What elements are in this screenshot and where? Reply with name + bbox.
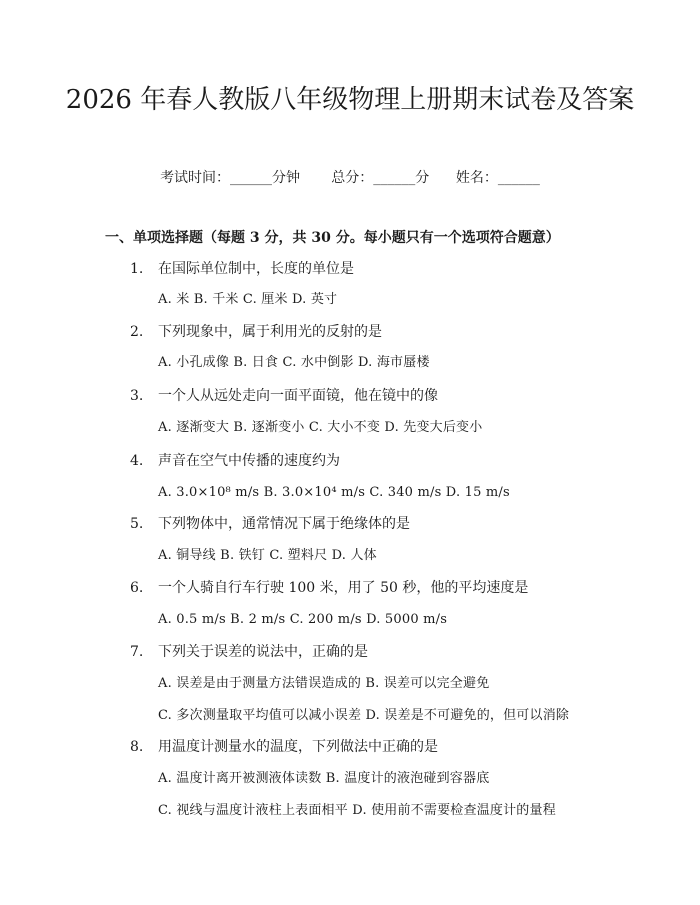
question-text: 下列物体中，通常情况下属于绝缘体的是 (158, 516, 410, 532)
question-text: 下列关于误差的说法中，正确的是 (158, 644, 368, 660)
question-number: 8. (130, 739, 144, 755)
question-number: 4. (130, 453, 144, 469)
question-number: 1. (130, 261, 144, 277)
question-7 (130, 642, 368, 662)
total-score-field: 总分：______分 (331, 170, 430, 186)
question-4 (130, 451, 340, 471)
question-number: 2. (130, 324, 144, 340)
question-text: 在国际单位制中，长度的单位是 (158, 261, 354, 277)
question-8 (130, 737, 438, 757)
question-5-options: A. 铜导线 B. 铁钉 C. 塑料尺 D. 人体 (158, 548, 377, 563)
question-text: 声音在空气中传播的速度约为 (158, 453, 340, 469)
exam-meta-line (0, 168, 700, 188)
question-1-options: A. 米 B. 千米 C. 厘米 D. 英寸 (158, 292, 338, 307)
question-number: 3. (130, 388, 144, 404)
question-text: 一个人从远处走向一面平面镜，他在镜中的像 (158, 388, 438, 404)
question-3-options: A. 逐渐变大 B. 逐渐变小 C. 大小不变 D. 先变大后变小 (158, 420, 483, 435)
question-text: 下列现象中，属于利用光的反射的是 (158, 324, 382, 340)
question-2-options: A. 小孔成像 B. 日食 C. 水中倒影 D. 海市蜃楼 (158, 355, 430, 370)
question-number: 6. (130, 580, 144, 596)
question-4-options: A. 3.0×10⁸ m/s B. 3.0×10⁴ m/s C. 340 m/s D. 15 m/s (158, 485, 510, 500)
question-text: 一个人骑自行车行驶 100 米，用了 50 秒，他的平均速度是 (158, 580, 529, 596)
question-1 (130, 259, 354, 279)
question-number: 7. (130, 644, 144, 660)
question-7-options-line-1: A. 误差是由于测量方法错误造成的 B. 误差可以完全避免 (158, 676, 490, 691)
student-name-field: 姓名：______ (455, 170, 540, 186)
question-2 (130, 322, 382, 342)
question-6-options: A. 0.5 m/s B. 2 m/s C. 200 m/s D. 5000 m/s (158, 612, 448, 627)
question-5 (130, 514, 410, 534)
exam-time-field: 考试时间：______分钟 (160, 170, 301, 186)
question-3 (130, 386, 438, 406)
exam-title: 2026 年春人教版八年级物理上册期末试卷及答案 (65, 85, 635, 115)
question-8-options-line-2: C. 视线与温度计液柱上表面相平 D. 使用前不需要检查温度计的量程 (158, 803, 556, 818)
question-6 (130, 578, 528, 598)
question-8-options-line-1: A. 温度计离开被测液体读数 B. 温度计的液泡碰到容器底 (158, 771, 490, 786)
question-7-options-line-2: C. 多次测量取平均值可以减小误差 D. 误差是不可避免的，但可以消除 (158, 708, 570, 723)
question-number: 5. (130, 516, 144, 532)
question-text: 用温度计测量水的温度，下列做法中正确的是 (158, 739, 438, 755)
section-heading: 一、单项选择题（每题 3 分，共 30 分。每小题只有一个选项符合题意） (105, 230, 560, 246)
